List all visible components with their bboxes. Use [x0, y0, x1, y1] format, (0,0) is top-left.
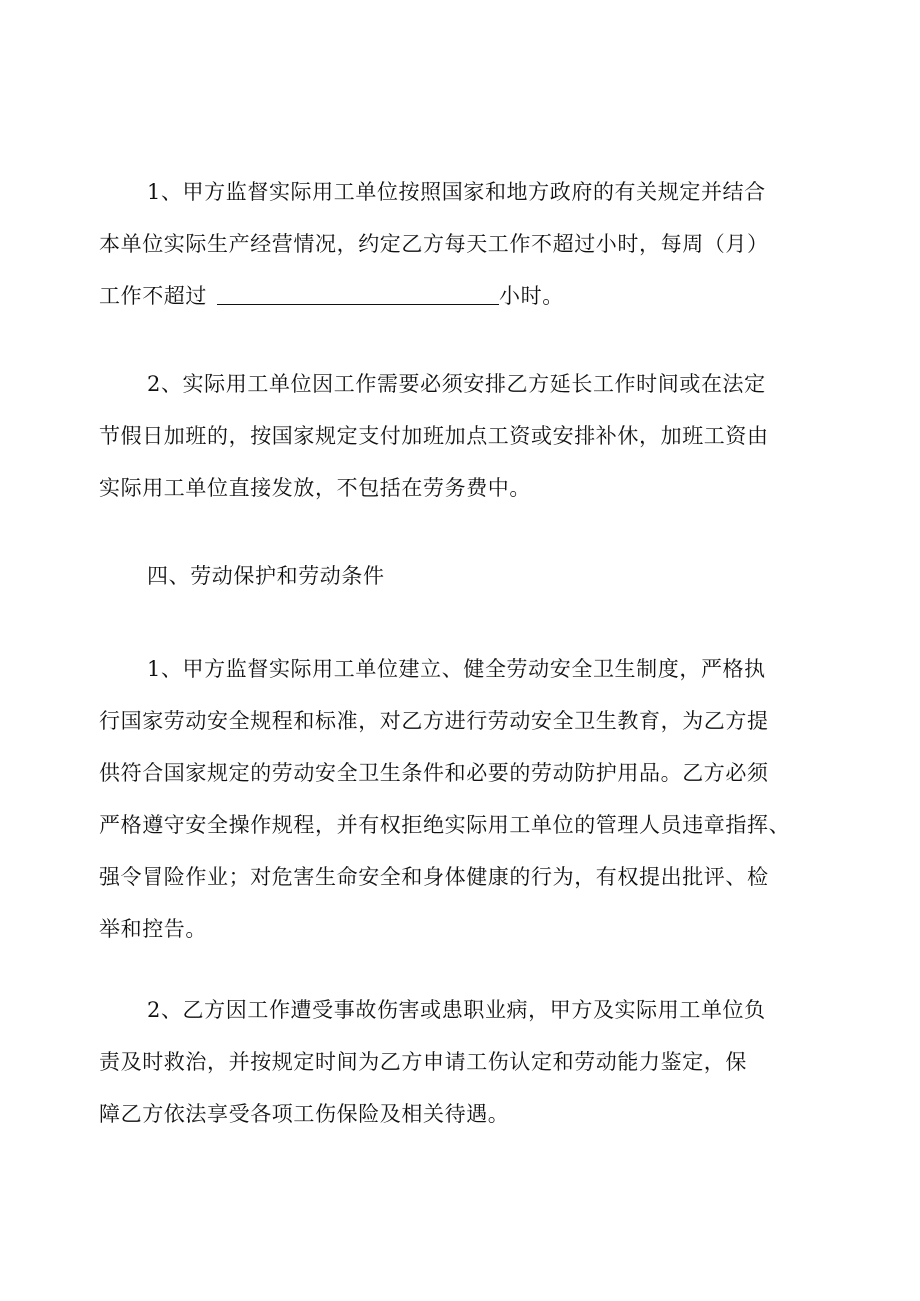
- text-line: 严格遵守安全操作规程，并有权拒绝实际用工单位的管理人员违章指挥、: [99, 813, 791, 837]
- text-line: 1、甲方监督实际用工单位建立、健全劳动安全卫生制度，严格执: [147, 657, 766, 681]
- text-fragment: 小时。: [499, 284, 564, 308]
- text-line: 1、甲方监督实际用工单位按照国家和地方政府的有关规定并结合: [147, 180, 766, 204]
- section-heading: 四、劳动保护和劳动条件: [147, 564, 385, 588]
- text-line: 强令冒险作业；对危害生命安全和身体健康的行为，有权提出批评、检: [99, 865, 769, 889]
- injury-paragraph: [99, 984, 823, 1140]
- safety-paragraph: [99, 643, 823, 955]
- text-line: 责及时救治，并按规定时间为乙方申请工伤认定和劳动能力鉴定，保: [99, 1050, 747, 1074]
- text-line: [99, 270, 823, 322]
- text-line: 2、实际用工单位因工作需要必须安排乙方延长工作时间或在法定: [147, 372, 766, 396]
- working-hours-paragraph: [99, 166, 823, 322]
- text-line: 2、乙方因工作遭受事故伤害或患职业病，甲方及实际用工单位负: [147, 998, 766, 1022]
- text-line: 实际用工单位直接发放，不包括在劳务费中。: [99, 476, 531, 500]
- text-line: 节假日加班的，按国家规定支付加班加点工资或安排补休，加班工资由: [99, 424, 769, 448]
- text-line: 障乙方依法享受各项工伤保险及相关待遇。: [99, 1102, 510, 1126]
- weekly-hours-blank: [217, 284, 499, 305]
- text-line: 行国家劳动安全规程和标准，对乙方进行劳动安全卫生教育，为乙方提: [99, 709, 769, 733]
- text-fragment: 工作不超过: [99, 284, 207, 308]
- text-line: 本单位实际生产经营情况，约定乙方每天工作不超过小时，每周（月）: [99, 232, 769, 256]
- text-line: 供符合国家规定的劳动安全卫生条件和必要的劳动防护用品。乙方必须: [99, 761, 769, 785]
- overtime-paragraph: [99, 358, 823, 514]
- text-line: 举和控告。: [99, 917, 207, 941]
